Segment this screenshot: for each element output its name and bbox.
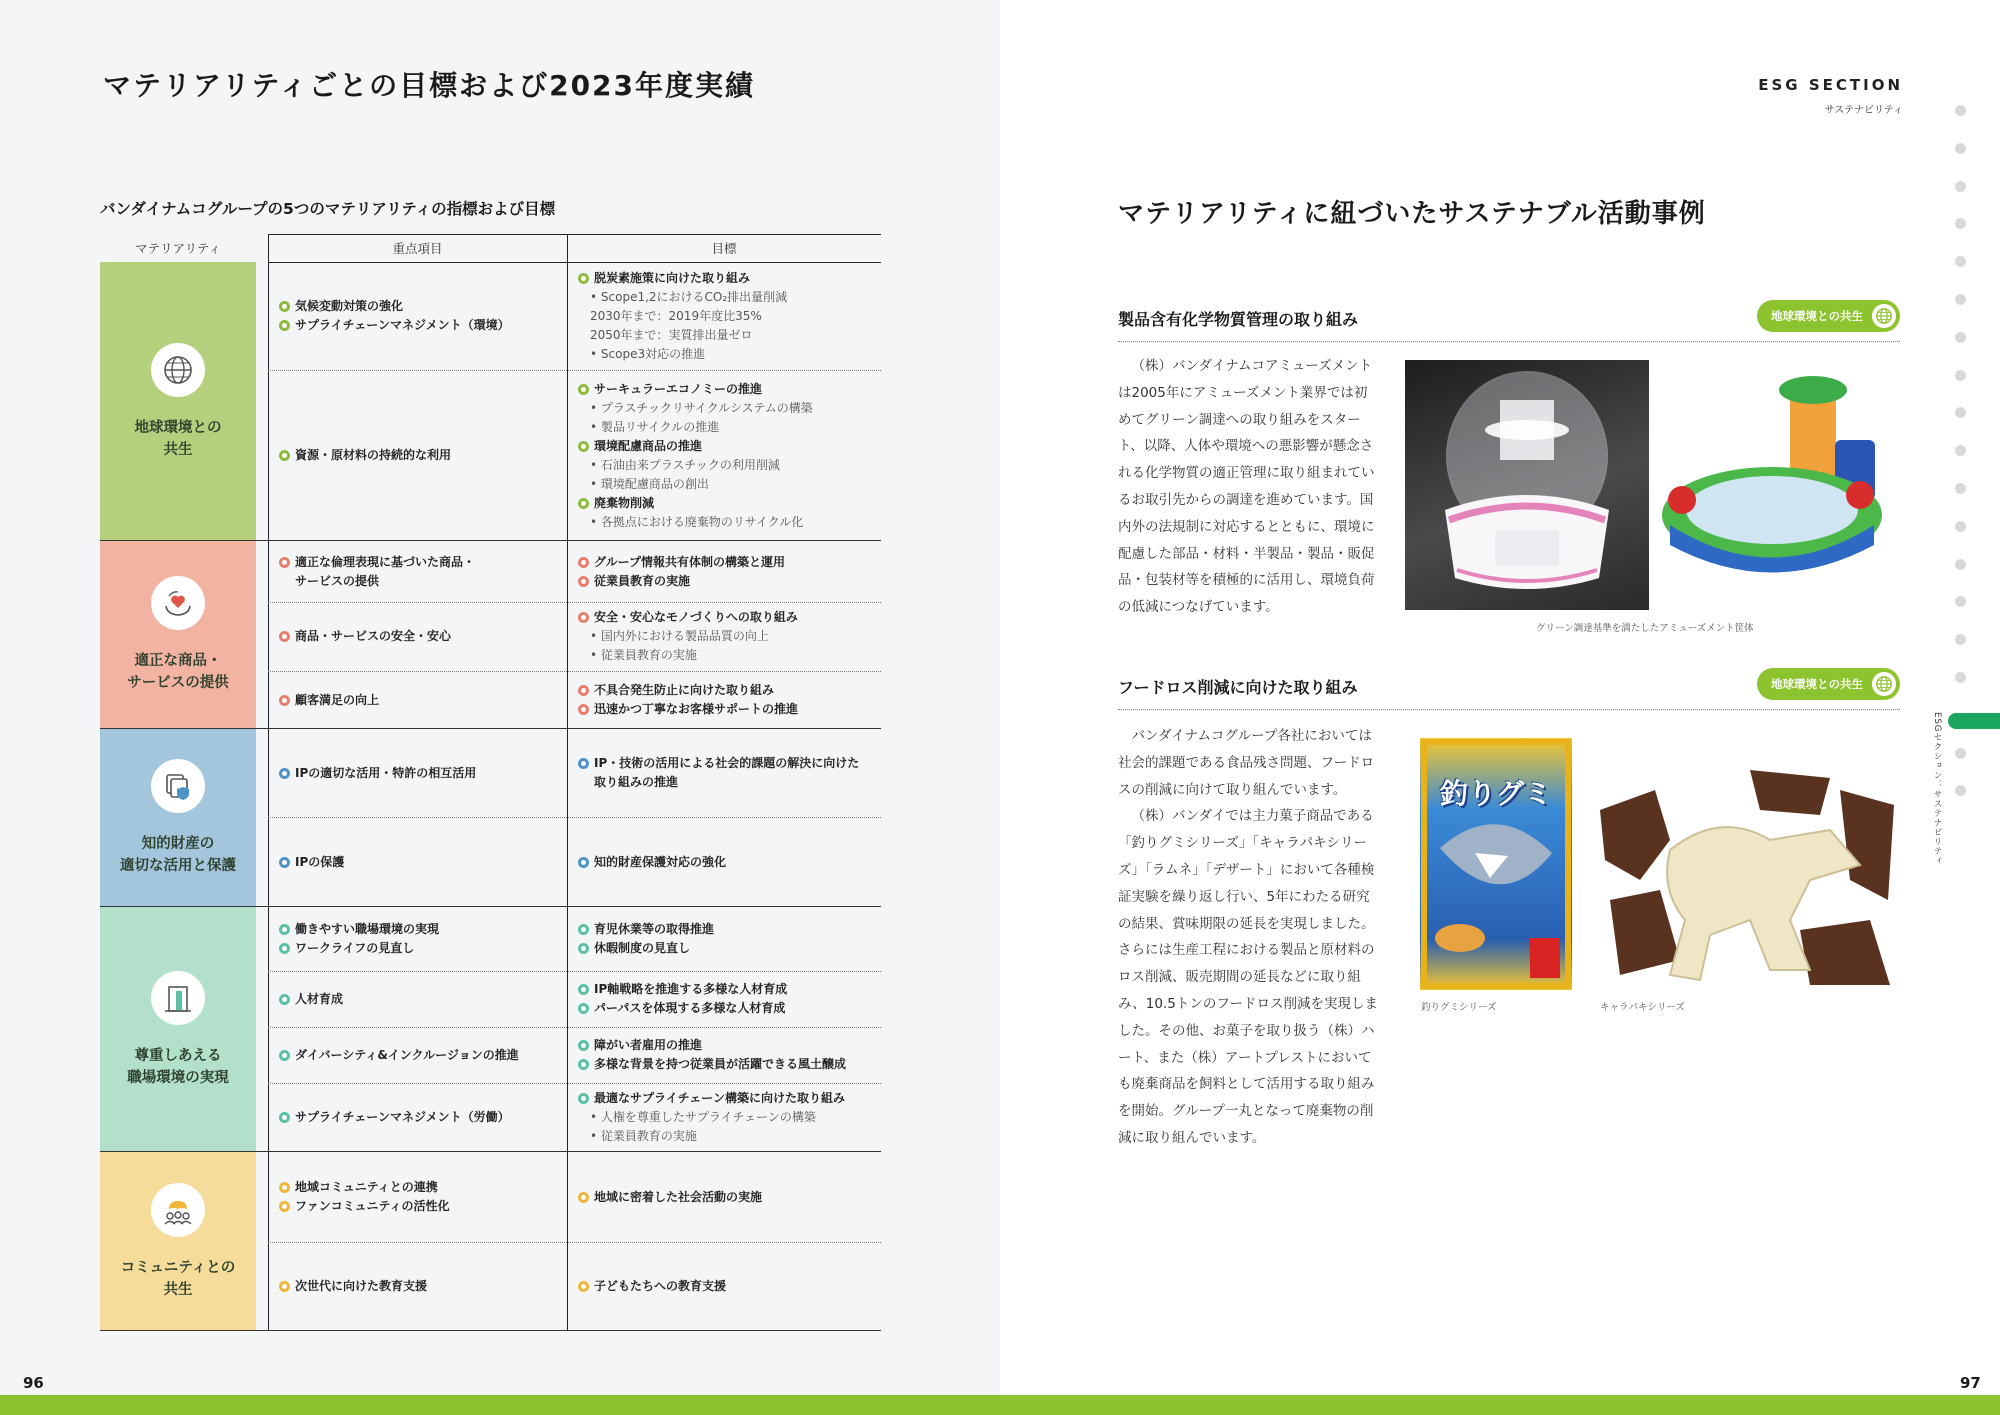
goal-subitem: • 人権を尊重したサプライチェーンの構築	[590, 1110, 816, 1124]
goal-item-text: グループ情報共有体制の構築と運用	[594, 554, 786, 569]
key-item-text: IPの適切な活用・特許の相互活用	[295, 765, 477, 780]
materiality-cell	[100, 1152, 256, 1331]
bullet-icon	[578, 1040, 589, 1051]
key-item	[279, 316, 564, 335]
building-icon	[151, 971, 205, 1025]
key-item-cell	[279, 541, 564, 602]
goal-item	[578, 853, 878, 872]
key-item	[279, 297, 564, 316]
bullet-icon	[578, 1059, 589, 1070]
bullet-icon	[578, 984, 589, 995]
bullet-icon	[279, 1050, 290, 1061]
key-item-cell	[279, 1152, 564, 1242]
bullet-icon	[279, 924, 290, 935]
key-item	[279, 1178, 564, 1197]
bullet-icon	[578, 685, 589, 696]
goal-item	[578, 920, 878, 939]
materiality-cell	[100, 541, 256, 729]
goal-item-text: 迅速かつ丁寧なお客様サポートの推進	[594, 702, 799, 716]
goal-cell	[578, 729, 878, 817]
globe-icon	[1872, 304, 1896, 328]
key-item	[279, 691, 564, 710]
goal-item-text: 従業員教育の実施	[594, 573, 691, 588]
goal-item	[578, 1055, 878, 1074]
index-dot[interactable]	[1955, 521, 1966, 532]
bullet-icon	[279, 1112, 290, 1123]
goal-item	[578, 494, 878, 513]
goal-item	[578, 1089, 878, 1108]
bullet-icon	[279, 557, 290, 568]
goal-item	[578, 553, 878, 572]
goal-item-text: IP軸戦略を推進する多様な人材育成	[594, 982, 788, 996]
materiality-label: 知的財産の 適切な活用と保護	[120, 836, 236, 874]
key-item-cell	[279, 1027, 564, 1083]
materiality-label: コミュニティとの 共生	[120, 1259, 236, 1298]
key-item-text: ワークライフの見直し	[295, 941, 415, 955]
bullet-icon	[279, 768, 290, 779]
section2-badge	[1757, 668, 1900, 700]
goal-cell	[578, 1152, 878, 1242]
goal-item-text: パーパスを体現する多様な人材育成	[594, 1001, 786, 1015]
bullet-icon	[578, 441, 589, 452]
goal-item	[578, 380, 878, 399]
index-dot[interactable]	[1955, 105, 1966, 116]
section2-rule	[1118, 709, 1900, 710]
goal-subitem: • 石油由来プラスチックの利用削減	[590, 457, 780, 472]
goal-subitem: • 環境配慮商品の創出	[590, 476, 709, 491]
page-number-left: 96	[23, 1374, 44, 1392]
goal-item	[578, 1277, 878, 1296]
bullet-icon	[279, 943, 290, 954]
goal-item-text: 不具合発生防止に向けた取り組み	[594, 683, 775, 697]
index-dot[interactable]	[1955, 559, 1966, 570]
active-section-tab[interactable]	[1948, 713, 2000, 729]
bullet-icon	[578, 557, 589, 568]
column-rule-1	[268, 234, 269, 1331]
goal-item	[578, 980, 878, 999]
materiality-label: 地球環境との 共生	[134, 419, 222, 458]
goal-item	[578, 572, 878, 591]
materiality-table	[100, 234, 881, 1331]
goal-item-text: 最適なサプライチェーン構築に向けた取り組み	[594, 1091, 846, 1105]
globe-icon	[151, 343, 205, 397]
goal-cell	[578, 602, 878, 671]
amusement-machine-photo-2	[1660, 360, 1900, 610]
section1-badge-label: 地球環境との共生	[1771, 309, 1863, 323]
goal-item-text: 廃棄物削減	[594, 495, 655, 510]
key-item-cell	[279, 971, 564, 1027]
goal-item-text: 育児休業等の取得推進	[594, 922, 715, 936]
index-dot[interactable]	[1955, 748, 1966, 759]
key-item	[279, 990, 564, 1009]
table-caption: バンダイナムコグループの5つのマテリアリティの指標および目標	[100, 200, 556, 218]
amusement-machine-photo-1	[1405, 360, 1649, 610]
section2-body	[1118, 723, 1380, 1152]
key-item-cell	[279, 729, 564, 817]
bullet-icon	[279, 301, 290, 312]
bullet-icon	[279, 320, 290, 331]
key-item-cell	[279, 1083, 564, 1152]
materiality-cell	[100, 262, 256, 541]
globe-icon	[1872, 672, 1896, 696]
key-item	[279, 939, 564, 958]
goal-item-text: 多様な背景を持つ従業員が活躍できる風土醸成	[594, 1057, 847, 1071]
right-page-title: マテリアリティに紐づいたサステナブル活動事例	[1118, 199, 1706, 229]
bullet-icon	[578, 704, 589, 715]
goal-item-text: 子どもたちへの教育支援	[594, 1279, 727, 1293]
vertical-section-label: ESGセクション：サステナビリティ	[1932, 712, 1942, 866]
index-dot[interactable]	[1955, 332, 1966, 343]
key-item-cell	[279, 262, 564, 370]
goal-cell	[578, 262, 878, 370]
bullet-icon	[578, 1093, 589, 1104]
goal-item	[578, 700, 878, 719]
column-rule-2	[567, 234, 568, 1331]
goal-subitem: • Scope1,2におけるCO₂排出量削減 2030年まで：2019年度比35% 2050年まで：実質排出量ゼロ	[590, 289, 788, 342]
key-item-cell	[279, 602, 564, 671]
goal-item-text: 障がい者雇用の推進	[594, 1038, 703, 1052]
key-item	[279, 446, 564, 465]
goal-item	[578, 939, 878, 958]
goal-cell	[578, 1027, 878, 1083]
goal-item	[578, 999, 878, 1018]
key-item-text: 人材育成	[295, 991, 344, 1006]
goal-cell	[578, 1242, 878, 1331]
bullet-icon	[279, 631, 290, 642]
key-item-text: IPの保護	[295, 854, 345, 869]
page-number-right: 97	[1960, 1374, 1981, 1392]
page-title: マテリアリティごとの目標および2023年度実績	[103, 69, 756, 102]
goal-item	[578, 269, 878, 288]
bullet-icon	[279, 1182, 290, 1193]
key-item	[279, 627, 564, 646]
section2-paragraph-2: （株）バンダイでは主力菓子商品である「釣りグミシリーズ」「キャラパキシリーズ」「ラムネ」「デザート」において各種検証実験を繰り返し行い、5年にわたる研究の結果、賞味期限の延長を実現しました。さらには生産工程における製品と原材料のロス削減、販売期間の延長などに取り組み、10.5トンのフードロス削減を実現しました。その他、お菓子を取り扱う（株）ハート、また（株）アートプレストにおいても廃棄商品を飼料として活用する取り組みを開始。グループ一丸となって廃棄物の削減に取り組んでいます。	[1118, 808, 1378, 1146]
goal-item-text: IP・技術の活用による社会的課題の解決に向けた 取り組みの推進	[594, 756, 860, 789]
goal-item-text: 脱炭素施策に向けた取り組み	[594, 270, 751, 285]
bullet-icon	[578, 943, 589, 954]
section1-body: （株）バンダイナムコアミューズメントは2005年にアミューズメント業界では初めてグリーン調達への取り組みをスタート、以降、人体や環境への悪影響が懸念される化学物質の適正管理に取り組まれているお取引先からの調達を進めています。国内外の法規制に対応するとともに、環境に配慮した部品・材料・半製品・製品・販促品・包装材等を積極的に活用し、環境負荷の低減につなげています。	[1118, 358, 1375, 616]
key-item	[279, 1277, 564, 1296]
goal-subitem: • 従業員教育の実施	[590, 648, 697, 662]
key-item	[279, 853, 564, 872]
key-item-cell	[279, 817, 564, 907]
key-item	[279, 1197, 564, 1216]
key-item	[279, 764, 564, 783]
bullet-icon	[279, 450, 290, 461]
key-item-text: ダイバーシティ&インクルージョンの推進	[295, 1047, 519, 1062]
goal-subitem: • 各拠点における廃棄物のリサイクル化	[590, 514, 804, 529]
key-item-text: 気候変動対策の強化	[295, 299, 404, 313]
goal-subitem: • 製品リサイクルの推進	[590, 419, 720, 434]
goal-item-text: 休暇制度の見直し	[594, 941, 691, 955]
index-dot[interactable]	[1955, 181, 1966, 192]
bullet-icon	[279, 857, 290, 868]
index-dot[interactable]	[1955, 672, 1966, 683]
index-dot[interactable]	[1955, 143, 1966, 154]
bullet-icon	[279, 994, 290, 1005]
goal-cell	[578, 370, 878, 541]
heart-hands-icon	[151, 576, 205, 630]
bullet-icon	[279, 1201, 290, 1212]
goal-item-text: 安全・安心なモノづくりへの取り組み	[594, 610, 798, 624]
goal-subitem: • 国内外における製品品質の向上	[590, 629, 769, 643]
bullet-icon	[578, 498, 589, 509]
community-icon	[151, 1183, 205, 1237]
section1-rule	[1118, 341, 1900, 342]
charapaki-chocolate-photo	[1600, 770, 1894, 990]
goal-cell	[578, 817, 878, 907]
key-item-text: サプライチェーンマネジメント（環境）	[295, 318, 510, 332]
header-goals: 目標	[711, 241, 737, 256]
key-item	[279, 920, 564, 939]
section1-photo-caption: グリーン調達基準を満たしたアミューズメント筐体	[1536, 623, 1754, 634]
key-item-text: 地域コミュニティとの連携	[295, 1180, 438, 1194]
goal-item-text: 地域に密着した社会活動の実施	[594, 1189, 763, 1204]
bottom-accent-bar	[0, 1395, 2000, 1415]
section1-heading: 製品含有化学物質管理の取り組み	[1118, 310, 1359, 329]
materiality-label: 尊重しあえる 職場環境の実現	[127, 1047, 229, 1086]
goal-cell	[578, 907, 878, 971]
goal-cell	[578, 541, 878, 602]
section2-caption-1: 釣りグミシリーズ	[1421, 1002, 1497, 1013]
bullet-icon	[279, 1281, 290, 1292]
bullet-icon	[578, 924, 589, 935]
header-materiality: マテリアリティ	[135, 241, 221, 256]
bullet-icon	[578, 384, 589, 395]
tsuri-gummy-package-photo	[1420, 738, 1572, 990]
goal-item	[578, 437, 878, 456]
goal-cell	[578, 671, 878, 729]
key-item-text: ファンコミュニティの活性化	[295, 1199, 450, 1213]
key-item	[279, 1046, 564, 1065]
bullet-icon	[578, 612, 589, 623]
section2-caption-2: キャラパキシリーズ	[1600, 1002, 1685, 1013]
bullet-icon	[578, 576, 589, 587]
goal-item-text: 環境配慮商品の推進	[594, 438, 703, 453]
goal-item	[578, 608, 878, 627]
ip-shield-icon	[151, 759, 205, 813]
goal-item	[578, 1036, 878, 1055]
key-item-text: 顧客満足の向上	[295, 692, 380, 707]
bullet-icon	[279, 695, 290, 706]
key-item-text: 働きやすい職場環境の実現	[295, 922, 440, 936]
esg-section-sublabel: サステナビリティ	[1824, 105, 1903, 116]
package-logo: 釣りグミ	[1439, 777, 1552, 810]
goal-item-text: 知的財産保護対応の強化	[594, 854, 727, 869]
key-item-cell	[279, 907, 564, 971]
goal-item	[578, 681, 878, 700]
section1-badge	[1757, 300, 1900, 332]
esg-section-label: ESG SECTION	[1758, 76, 1903, 94]
goal-item-text: サーキュラーエコノミーの推進	[594, 381, 763, 396]
bullet-icon	[578, 1281, 589, 1292]
goal-subitem: • プラスチックリサイクルシステムの構築	[590, 400, 813, 415]
key-item-text: 次世代に向けた教育支援	[295, 1279, 428, 1293]
index-dot[interactable]	[1955, 294, 1966, 305]
materiality-cell	[100, 729, 256, 907]
bullet-icon	[578, 857, 589, 868]
goal-subitem: • 従業員教育の実施	[590, 1129, 697, 1143]
key-item-text: 適正な倫理表現に基づいた商品・ サービスの提供	[295, 554, 476, 588]
bullet-icon	[578, 758, 589, 769]
materiality-cell	[100, 907, 256, 1152]
goal-cell	[578, 971, 878, 1027]
key-item-text: 商品・サービスの安全・安心	[295, 629, 452, 643]
key-item	[279, 553, 564, 591]
bullet-icon	[578, 1003, 589, 1014]
section2-paragraph-1: バンダイナムコグループ各社においては社会的課題である食品残さ問題、フードロスの削減に向けて取り組んでいます。	[1118, 728, 1375, 798]
index-dot[interactable]	[1955, 483, 1966, 494]
goal-item	[578, 1188, 878, 1207]
section2-badge-label: 地球環境との共生	[1771, 677, 1863, 691]
key-item-text: 資源・原材料の持続的な利用	[295, 448, 452, 462]
goal-subitem: • Scope3対応の推進	[590, 346, 706, 361]
index-dot[interactable]	[1955, 370, 1966, 381]
key-item-text: サプライチェーンマネジメント（労働）	[295, 1110, 510, 1124]
key-item	[279, 1108, 564, 1127]
goal-cell	[578, 1083, 878, 1152]
section2-heading: フードロス削減に向けた取り組み	[1118, 678, 1358, 697]
goal-item	[578, 754, 878, 792]
key-item-cell	[279, 1242, 564, 1331]
key-item-cell	[279, 671, 564, 729]
bullet-icon	[578, 273, 589, 284]
header-key-items: 重点項目	[392, 241, 443, 256]
header-top-rule	[268, 234, 881, 235]
materiality-label: 適正な商品・ サービスの提供	[127, 653, 229, 691]
bullet-icon	[578, 1192, 589, 1203]
key-item-cell	[279, 370, 564, 541]
